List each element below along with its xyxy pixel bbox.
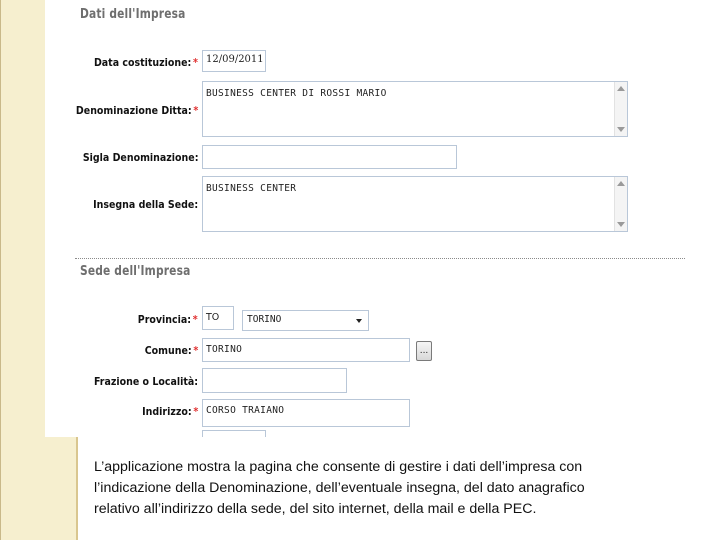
slide-caption [94,457,684,520]
sidebar-line [0,0,1,540]
label-data-costituzione: Data costituzione: * [93,56,198,69]
caption-line: l’indicazione della Denominazione, dell’eventuale insegna, del dato anagrafico [94,480,585,496]
scroll-down-icon[interactable] [617,222,625,227]
insegna-textarea[interactable]: BUSINESS CENTER [202,176,628,232]
label-indirizzo: Indirizzo: * [141,405,198,418]
required-marker: * [193,56,198,69]
label-provincia: Provincia: * [138,313,198,326]
denominazione-scrollbar[interactable] [614,82,627,136]
label-frazione: Frazione o Località: [93,375,198,388]
next-field-partial[interactable] [202,430,266,437]
provincia-code-input[interactable]: TO [202,306,234,330]
required-marker: * [193,104,198,117]
required-marker: * [193,313,198,326]
sigla-input[interactable] [202,145,457,169]
section-divider [75,258,685,259]
provincia-select[interactable]: TORINO [242,310,369,331]
section-title-impresa: Dati dell'Impresa [80,7,186,22]
label-denominazione: Denominazione Ditta: * [75,104,198,117]
comune-lookup-button[interactable]: ... [416,341,432,361]
data-costituzione-input[interactable]: 12/09/2011 [202,50,266,72]
scroll-up-icon[interactable] [617,86,625,91]
label-insegna: Insegna della Sede: [92,198,198,211]
frazione-input[interactable] [202,368,347,393]
section-title-sede: Sede dell'Impresa [80,264,191,279]
denominazione-textarea[interactable]: BUSINESS CENTER DI ROSSI MARIO [202,81,628,137]
label-comune: Comune: * [144,344,198,357]
required-marker: * [193,344,198,357]
scroll-up-icon[interactable] [617,181,625,186]
caption-line: relativo all’indirizzo della sede, del sito internet, della mail e della PEC. [94,501,537,517]
insegna-scrollbar[interactable] [614,177,627,231]
scroll-down-icon[interactable] [617,127,625,132]
chevron-down-icon [356,319,362,323]
indirizzo-input[interactable]: CORSO TRAIANO [202,399,410,427]
comune-input[interactable]: TORINO [202,338,410,362]
label-sigla: Sigla Denominazione: [82,151,198,164]
caption-line: L’applicazione mostra la pagina che consente di gestire i dati dell’impresa con [94,459,583,475]
required-marker: * [193,405,198,418]
